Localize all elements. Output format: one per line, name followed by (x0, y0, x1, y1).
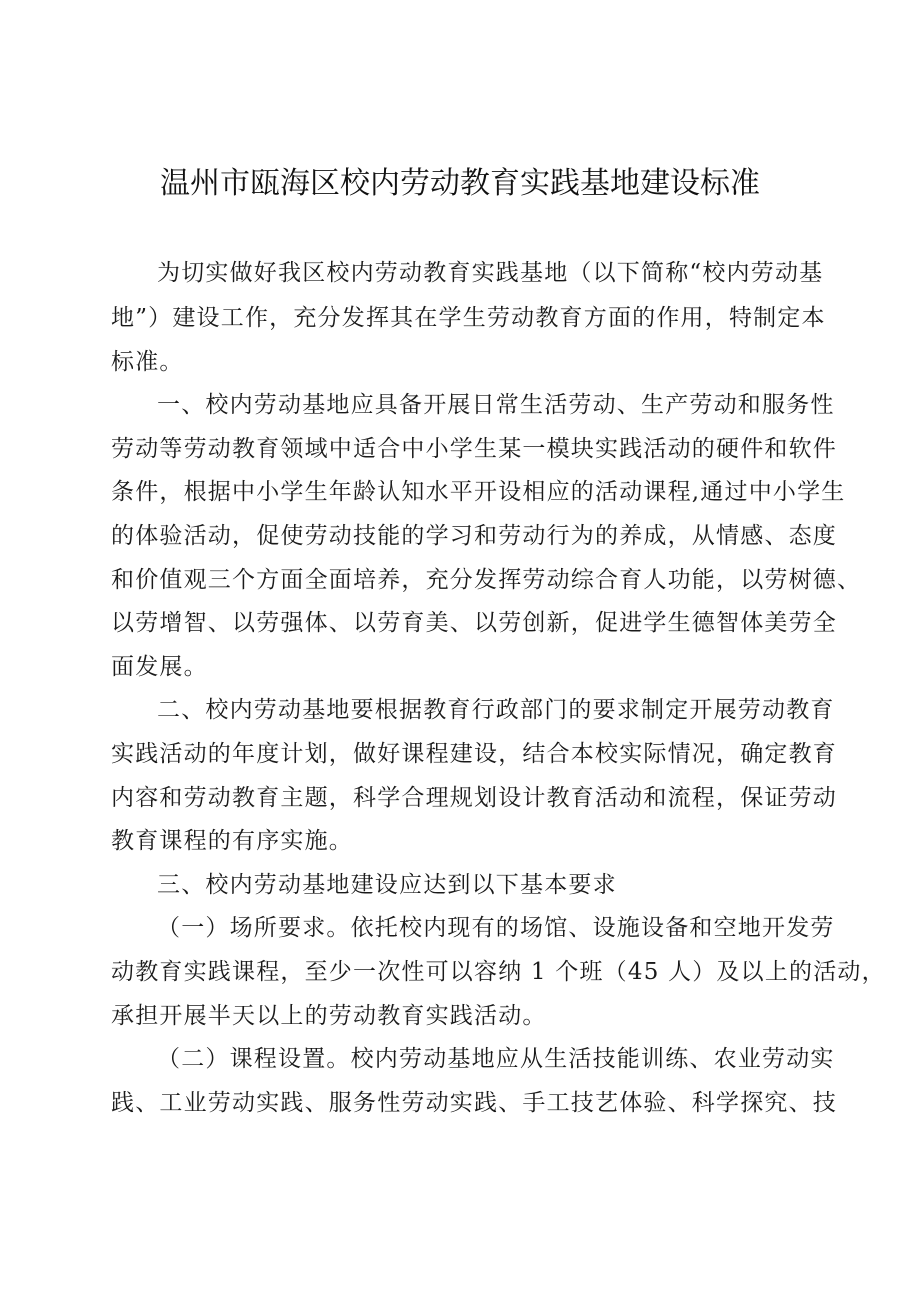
document-title: 温州市瓯海区校内劳动教育实践基地建设标准 (160, 166, 760, 201)
paragraph-line: 面发展。 (111, 654, 208, 680)
paragraph-line: 承担开展半天以上的劳动教育实践活动。 (111, 1003, 547, 1029)
paragraph-line: 的体验活动，促使劳动技能的学习和劳动行为的养成，从情感、态度 (111, 523, 837, 549)
section-heading: 三、校内劳动基地建设应达到以下基本要求 (157, 872, 617, 898)
paragraph-line: 为切实做好我区校内劳动教育实践基地（以下简称“校内劳动基 (157, 260, 824, 286)
paragraph-line: 内容和劳动教育主题，科学合理规划设计教育活动和流程，保证劳动 (111, 785, 837, 811)
paragraph-line: （二）课程设置。校内劳动基地应从生活技能训练、农业劳动实 (157, 1046, 835, 1072)
paragraph-line: 动教育实践课程，至少一次性可以容纳 1 个班（45 人）及以上的活动， (111, 959, 886, 985)
paragraph-line: 二、校内劳动基地要根据教育行政部门的要求制定开展劳动教育 (157, 697, 835, 723)
paragraph-line: 践、工业劳动实践、服务性劳动实践、手工技艺体验、科学探究、技 (111, 1090, 837, 1116)
paragraph-line: 地”）建设工作，充分发挥其在学生劳动教育方面的作用，特制定本 (111, 305, 826, 331)
paragraph-line: 条件，根据中小学生年龄认知水平开设相应的活动课程,通过中小学生 (111, 479, 846, 505)
paragraph-line: 一、校内劳动基地应具备开展日常生活劳动、生产劳动和服务性 (157, 392, 835, 418)
paragraph-line: 以劳增智、以劳强体、以劳育美、以劳创新，促进学生德智体美劳全 (111, 610, 837, 636)
paragraph-line: 标准。 (111, 349, 184, 375)
paragraph-line: 劳动等劳动教育领域中适合中小学生某一模块实践活动的硬件和软件 (111, 436, 837, 462)
paragraph-line: 教育课程的有序实施。 (111, 828, 353, 854)
paragraph-line: 和价值观三个方面全面培养，充分发挥劳动综合育人功能，以劳树德、 (111, 567, 862, 593)
paragraph-line: 实践活动的年度计划，做好课程建设，结合本校实际情况，确定教育 (111, 741, 837, 767)
paragraph-line: （一）场所要求。依托校内现有的场馆、设施设备和空地开发劳 (157, 915, 835, 941)
